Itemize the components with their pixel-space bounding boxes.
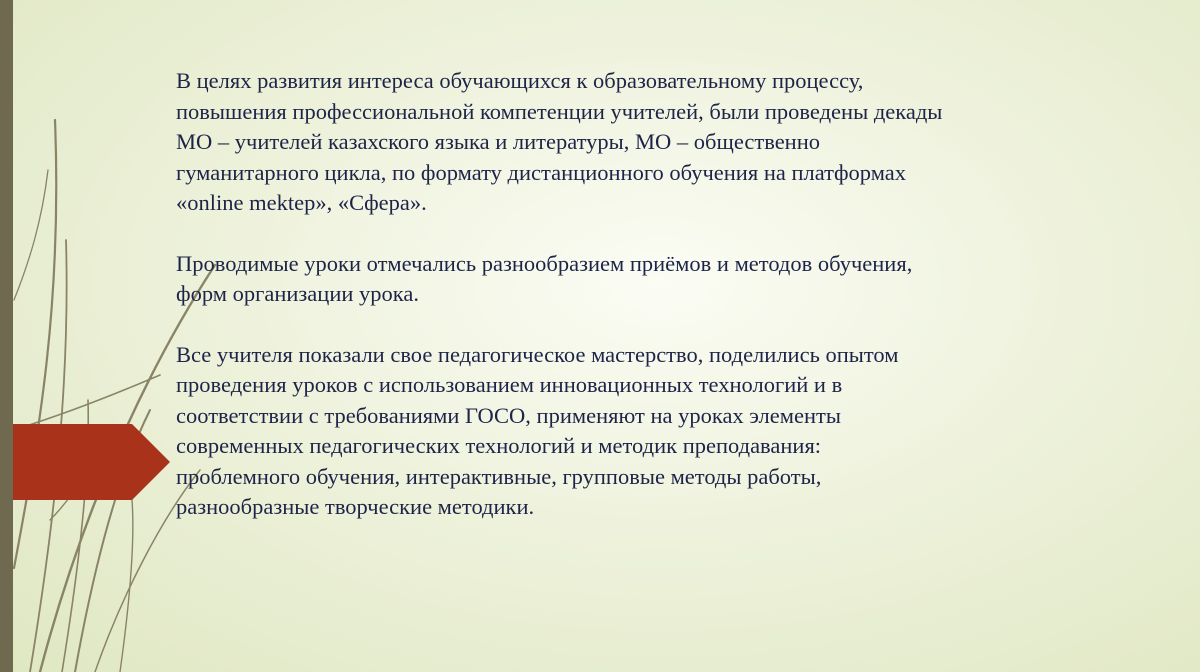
paragraph-1: В целях развития интереса обучающихся к образовательному процессу, повышения профессиональной компетенции учителей, были проведены декады МО – учителей казахского языка и литературы, МО – общественно гуманитарного цикла, по формату дистанционного обучения на платформах «online mektep», «Сфера». bbox=[176, 68, 943, 216]
decor-line bbox=[14, 120, 56, 568]
accent-arrow-tab bbox=[13, 424, 170, 500]
decor-line bbox=[14, 170, 48, 300]
paragraph-2: Проводимые уроки отмечались разнообразием приёмов и методов обучения, форм организации урока. bbox=[176, 250, 913, 307]
body-text bbox=[176, 36, 1056, 553]
paragraph-3: Все учителя показали свое педагогическое мастерство, поделились опытом проведения уроков с использованием инновационных технологий и в соответствии с требованиями ГОСО, применяют на уроках элементы современных педагогических технологий и методик преподавания: проблемного обучения, интерактивные, групповые методы работы, разнообразные творческие методики. bbox=[176, 342, 899, 520]
